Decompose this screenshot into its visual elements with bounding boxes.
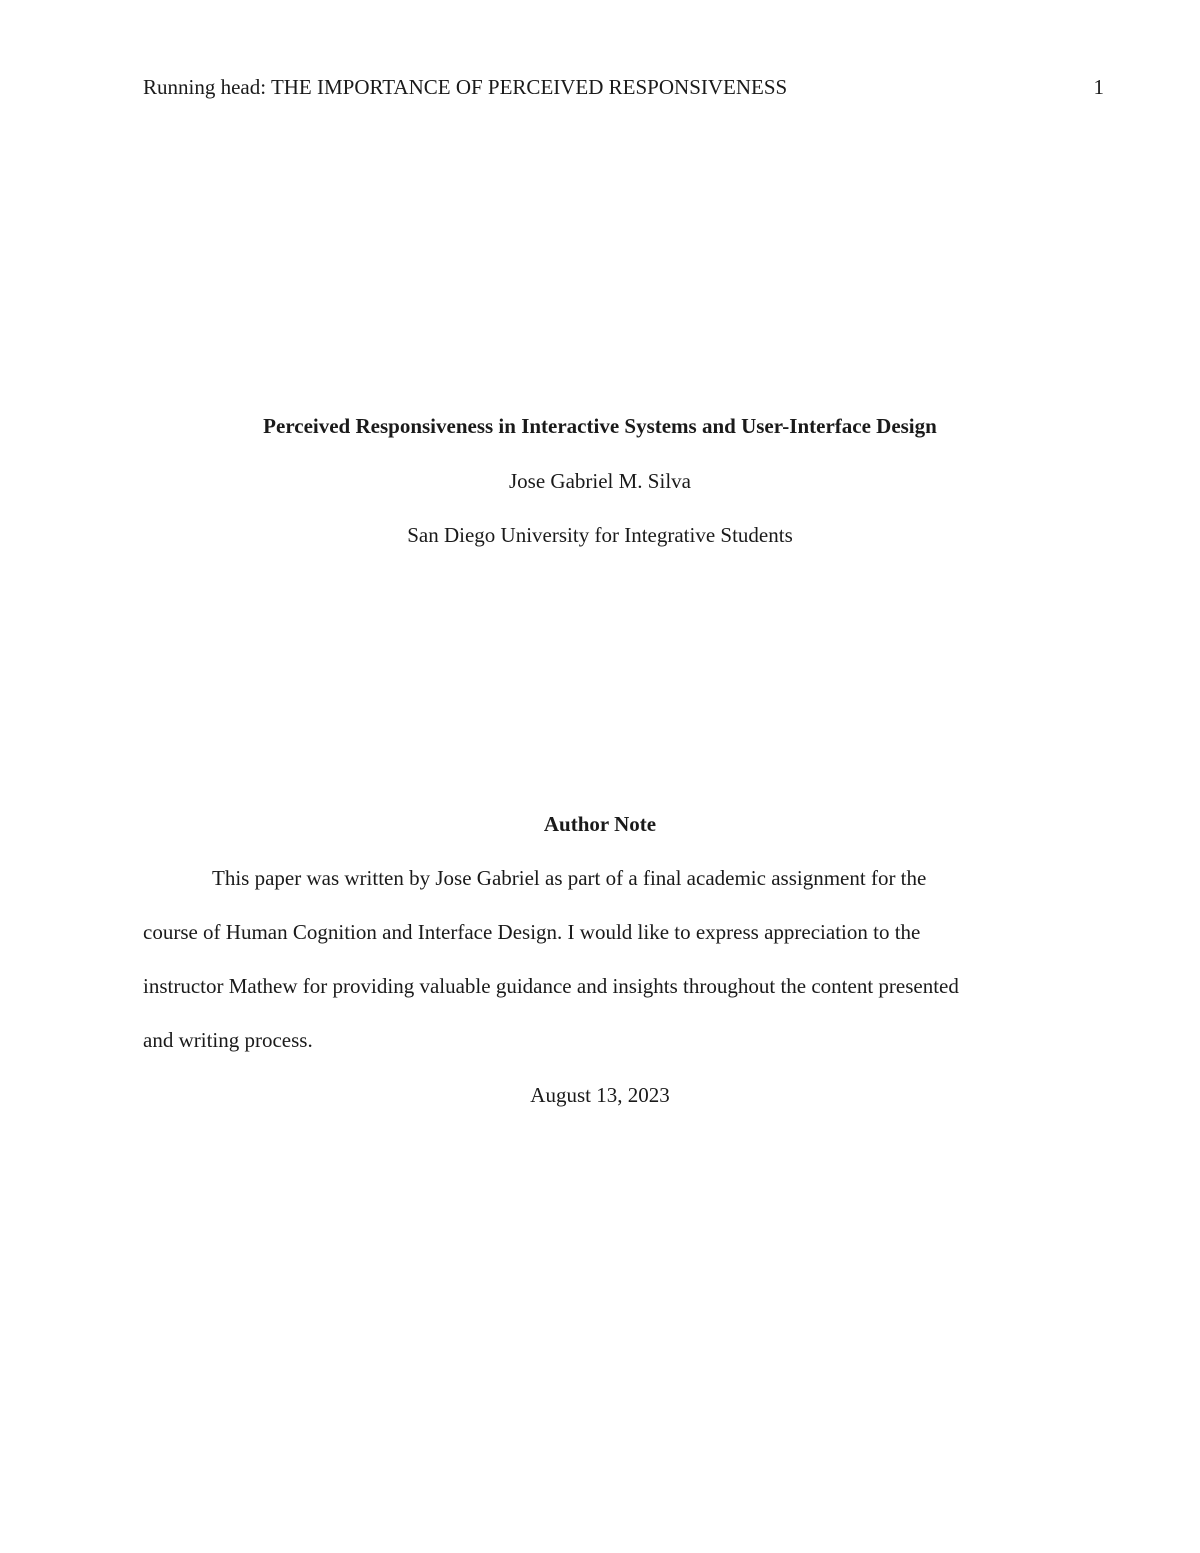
author-note-line: course of Human Cognition and Interface Design. I would like to express appreciation to the — [143, 920, 921, 944]
author-note-line: and writing process. — [143, 1028, 313, 1052]
institution-name: San Diego University for Integrative Students — [407, 523, 793, 547]
author-note-heading: Author Note — [543, 812, 657, 836]
running-head: Running head: THE IMPORTANCE OF PERCEIVED RESPONSIVENESS — [143, 75, 788, 99]
author-name: Jose Gabriel M. Silva — [509, 469, 691, 493]
page-number: 1 — [1093, 75, 1104, 99]
author-note-date: August 13, 2023 — [530, 1083, 670, 1107]
author-note-line: instructor Mathew for providing valuable guidance and insights throughout the content presented — [143, 974, 959, 998]
author-note-line: This paper was written by Jose Gabriel as part of a final academic assignment for the — [212, 866, 927, 890]
author-note-body — [143, 865, 1063, 1081]
paper-title: Perceived Responsiveness in Interactive Systems and User-Interface Design — [263, 414, 937, 438]
